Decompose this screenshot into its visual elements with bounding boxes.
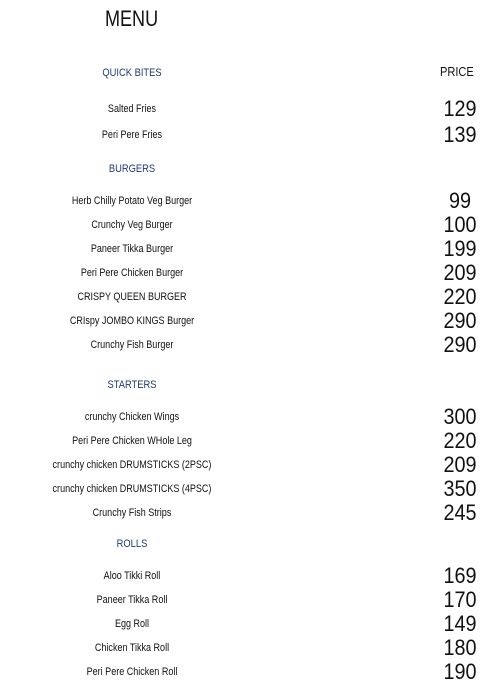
menu-item-name: Peri Pere Chicken Burger	[80, 267, 184, 279]
menu-item-price: 199	[443, 236, 477, 261]
menu-item-name: crunchy chicken DRUMSTICKS (2PSC)	[52, 459, 212, 471]
menu-item-name: Peri Pere Chicken Roll	[86, 666, 178, 678]
menu-item-name: Paneer Tikka Burger	[90, 243, 174, 255]
menu-item-name: Paneer Tikka Roll	[96, 594, 168, 606]
menu-item-price: 300	[443, 404, 477, 429]
menu-title: MENU	[105, 6, 159, 31]
menu-item-price: 209	[443, 260, 477, 285]
menu-item-price: 220	[443, 428, 477, 453]
menu-item-name: Aloo Tikki Roll	[103, 570, 161, 582]
menu-item-price: 290	[443, 308, 477, 333]
menu-item-name: CRISPY QUEEN BURGER	[77, 291, 187, 303]
menu-item-name: Peri Pere Chicken WHole Leg	[72, 435, 192, 447]
menu-item-name: Crunchy Veg Burger	[91, 219, 173, 231]
menu-item-name: Chicken Tikka Roll	[94, 642, 170, 654]
section-heading: ROLLS	[116, 538, 148, 550]
section-heading: BURGERS	[108, 163, 156, 175]
menu-item-price: 99	[448, 188, 472, 213]
menu-item-name: Crunchy Fish Strips	[92, 507, 172, 519]
menu-item-price: 149	[443, 611, 477, 636]
menu-item-name: Salted Fries	[107, 103, 157, 115]
menu-item-price: 180	[443, 635, 477, 660]
menu-item-name: crunchy chicken DRUMSTICKS (4PSC)	[52, 483, 212, 495]
section-heading: QUICK BITES	[102, 67, 162, 79]
menu-item-name: Crunchy Fish Burger	[90, 339, 174, 351]
price-column-header: PRICE	[440, 64, 474, 79]
menu-item-price: 350	[443, 476, 477, 501]
menu-item-price: 139	[443, 122, 477, 147]
menu-item-price: 209	[443, 452, 477, 477]
menu-item-price: 190	[443, 659, 477, 684]
menu-item-price: 129	[443, 96, 477, 121]
menu-item-price: 169	[443, 563, 477, 588]
menu-item-name: CRIspy JOMBO KINGS Burger	[69, 315, 195, 327]
menu-item-name: Egg Roll	[114, 618, 150, 630]
menu-item-price: 245	[443, 500, 477, 525]
menu-item-name: Peri Pere Fries	[101, 129, 163, 141]
menu-item-name: crunchy Chicken Wings	[84, 411, 180, 423]
menu-item-price: 100	[443, 212, 477, 237]
menu-item-price: 170	[443, 587, 477, 612]
menu-item-price: 290	[443, 332, 477, 357]
section-heading: STARTERS	[107, 379, 157, 391]
menu-item-name: Herb Chilly Potato Veg Burger	[71, 195, 193, 207]
menu-item-price: 220	[443, 284, 477, 309]
